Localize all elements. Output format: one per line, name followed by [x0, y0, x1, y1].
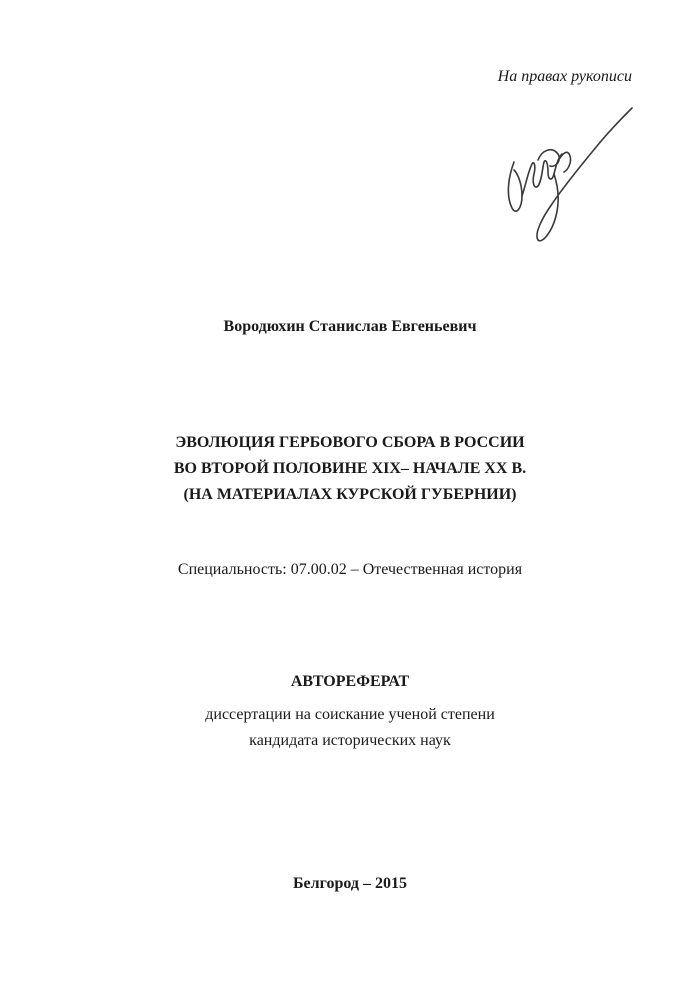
- dissertation-title: [0, 430, 700, 508]
- abstract-line: диссертации на соискание ученой степени: [205, 706, 495, 723]
- rights-note: На правах рукописи: [497, 68, 632, 85]
- specialty-line: Специальность: 07.00.02 – Отечественная история: [177, 561, 523, 578]
- signature-icon: [498, 100, 638, 250]
- author-name: Вородюхин Станислав Евгеньевич: [223, 318, 477, 335]
- abstract-description: [0, 702, 700, 754]
- abstract-line: кандидата исторических наук: [249, 732, 451, 749]
- title-line: ВО ВТОРОЙ ПОЛОВИНЕ XIX– НАЧАЛЕ XX В.: [173, 460, 527, 477]
- place-year: Белгород – 2015: [292, 875, 408, 892]
- title-line: ЭВОЛЮЦИЯ ГЕРБОВОГО СБОРА В РОССИИ: [175, 434, 525, 451]
- title-line: (НА МАТЕРИАЛАХ КУРСКОЙ ГУБЕРНИИ): [183, 486, 517, 503]
- abstract-heading: АВТОРЕФЕРАТ: [290, 673, 410, 690]
